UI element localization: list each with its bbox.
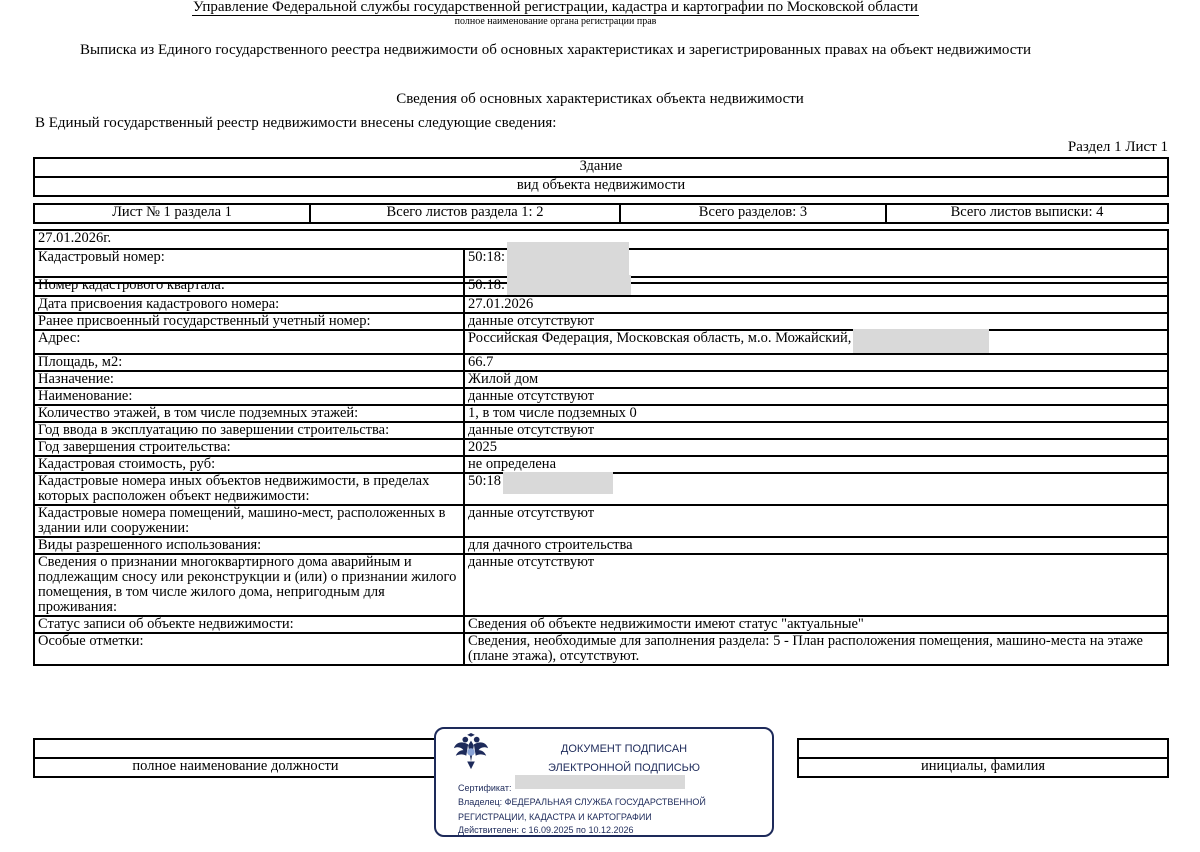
characteristic-value: Жилой дом [468,371,539,387]
characteristic-row [34,388,1168,405]
cadastral-number-value: 50:18: [468,249,506,265]
characteristic-value-cell [464,354,1168,371]
characteristic-value: данные отсутствуют [468,388,595,404]
characteristic-value-cell [464,313,1168,330]
characteristic-value-cell [464,537,1168,554]
characteristic-value: 50:18: [468,277,506,293]
characteristic-label: Кадастровые номера помещений, машино-мест, расположенных в здании или сооружении: [34,505,464,537]
object-type-caption: вид объекта недвижимости [34,177,1168,196]
characteristic-value-cell [464,473,1168,505]
characteristic-label: Дата присвоения кадастрового номера: [34,296,464,313]
characteristic-label: Сведения о признании многоквартирного дома аварийным и подлежащим сносу или реконструкции и (или) о признании жилого помещения, в том числе жилого дома, непригодным для проживания: [34,554,464,616]
organization-name: Управление Федеральной службы государственной регистрации, кадастра и картографии по Московской области [193,0,918,15]
characteristic-row [34,313,1168,330]
characteristic-value: 1, в том числе подземных 0 [468,405,637,421]
characteristic-value-cell [464,277,1168,296]
characteristic-label: Кадастровые номера иных объектов недвижимости, в пределах которых расположен объект недвижимости: [34,473,464,505]
characteristic-value-cell [464,633,1168,665]
total-sheets-extract: Всего листов выписки: 4 [886,204,1168,223]
characteristic-value-cell [464,405,1168,422]
characteristic-value-cell [464,505,1168,537]
position-caption: полное наименование должности [34,758,437,777]
characteristic-value-cell [464,388,1168,405]
redaction-box [507,275,631,295]
characteristic-label: Год ввода в эксплуатацию по завершении строительства: [34,422,464,439]
characteristic-value: данные отсутствуют [468,505,595,521]
stamp-line-signed: ДОКУМЕНТ ПОДПИСАН [560,743,688,755]
characteristic-label: Наименование: [34,388,464,405]
characteristic-value-cell [464,422,1168,439]
stamp-validity: Действителен: с 16.09.2025 по 10.12.2026 [458,825,634,835]
characteristic-row [34,456,1168,473]
characteristic-value: данные отсутствуют [468,554,595,570]
redaction-box [853,329,989,353]
total-sheets-section: Всего листов раздела 1: 2 [310,204,620,223]
characteristic-value: не определена [468,456,557,472]
characteristic-row [34,473,1168,505]
document-title: Выписка из Единого государственного реестра недвижимости об основных характеристиках и зарегистрированных правах на объект недвижимости [79,42,1031,58]
characteristic-label: Кадастровая стоимость, руб: [34,456,464,473]
extract-date: 27.01.2026г. [34,230,1168,249]
electronic-signature-stamp [434,727,774,837]
sheet-number: Лист № 1 раздела 1 [34,204,310,223]
total-sections: Всего разделов: 3 [620,204,886,223]
characteristic-label: Виды разрешенного использования: [34,537,464,554]
characteristic-value-cell [464,330,1168,354]
characteristic-row [34,277,1168,296]
characteristic-row [34,633,1168,665]
characteristic-value-cell [464,371,1168,388]
characteristic-value: 2025 [468,439,497,455]
name-field [798,739,1168,758]
characteristic-value-cell [464,616,1168,633]
characteristics-table [33,276,1169,666]
stamp-line-electronic: ЭЛЕКТРОННОЙ ПОДПИСЬЮ [547,762,701,774]
characteristic-label: Количество этажей, в том числе подземных этажей: [34,405,464,422]
characteristic-label: Номер кадастрового квартала: [34,277,464,296]
stamp-owner-line-1: Владелец: ФЕДЕРАЛЬНАЯ СЛУЖБА ГОСУДАРСТВЕННОЙ [458,797,706,807]
characteristic-label: Особые отметки: [34,633,464,665]
characteristic-row [34,537,1168,554]
characteristic-row [34,296,1168,313]
cadastral-number-label: Кадастровый номер: [34,249,464,283]
characteristic-row [34,330,1168,354]
characteristic-value: для дачного строительства [468,537,633,553]
position-field [34,739,437,758]
characteristic-label: Статус записи об объекте недвижимости: [34,616,464,633]
characteristic-value: Российская Федерация, Московская область, м.о. Можайский, [468,330,852,346]
section-title: Сведения об основных характеристиках объекта недвижимости [396,91,804,107]
characteristic-label: Адрес: [34,330,464,354]
characteristic-row [34,505,1168,537]
characteristic-label: Площадь, м2: [34,354,464,371]
characteristic-row [34,554,1168,616]
characteristic-value-cell [464,439,1168,456]
stamp-certificate [458,783,685,793]
organization-caption: полное наименование органа регистрации прав [454,16,657,27]
object-type-table [33,157,1169,197]
redaction-box [503,472,613,494]
characteristic-label: Назначение: [34,371,464,388]
characteristic-row [34,439,1168,456]
characteristic-row [34,422,1168,439]
characteristic-row [34,354,1168,371]
sheets-table [33,203,1169,224]
characteristic-value: 66.7 [468,354,494,370]
characteristic-value-cell [464,456,1168,473]
characteristic-value: 50:18 [468,473,502,489]
certificate-label: Сертификат: [458,783,512,793]
characteristic-label: Год завершения строительства: [34,439,464,456]
name-caption: инициалы, фамилия [798,758,1168,777]
page-reference: Раздел 1 Лист 1 [1067,139,1168,155]
characteristic-value: данные отсутствуют [468,422,595,438]
certificate-redaction [515,775,685,789]
characteristic-value: Сведения об объекте недвижимости имеют статус "актуальные" [468,616,864,632]
characteristic-value-cell [464,554,1168,616]
characteristic-value-cell [464,296,1168,313]
characteristic-row [34,371,1168,388]
characteristic-row [34,616,1168,633]
characteristic-row [34,405,1168,422]
characteristic-value: данные отсутствуют [468,313,595,329]
stamp-owner-line-2: РЕГИСТРАЦИИ, КАДАСТРА И КАРТОГРАФИИ [458,812,652,822]
characteristic-value: 27.01.2026 [468,296,534,312]
object-type-value: Здание [34,158,1168,177]
section-intro: В Единый государственный реестр недвижимости внесены следующие сведения: [35,115,557,131]
characteristic-label: Ранее присвоенный государственный учетный номер: [34,313,464,330]
characteristic-value: Сведения, необходимые для заполнения раздела: 5 - План расположения помещения, машино-места на этаже (плане этажа), отсутствуют. [468,633,1143,664]
